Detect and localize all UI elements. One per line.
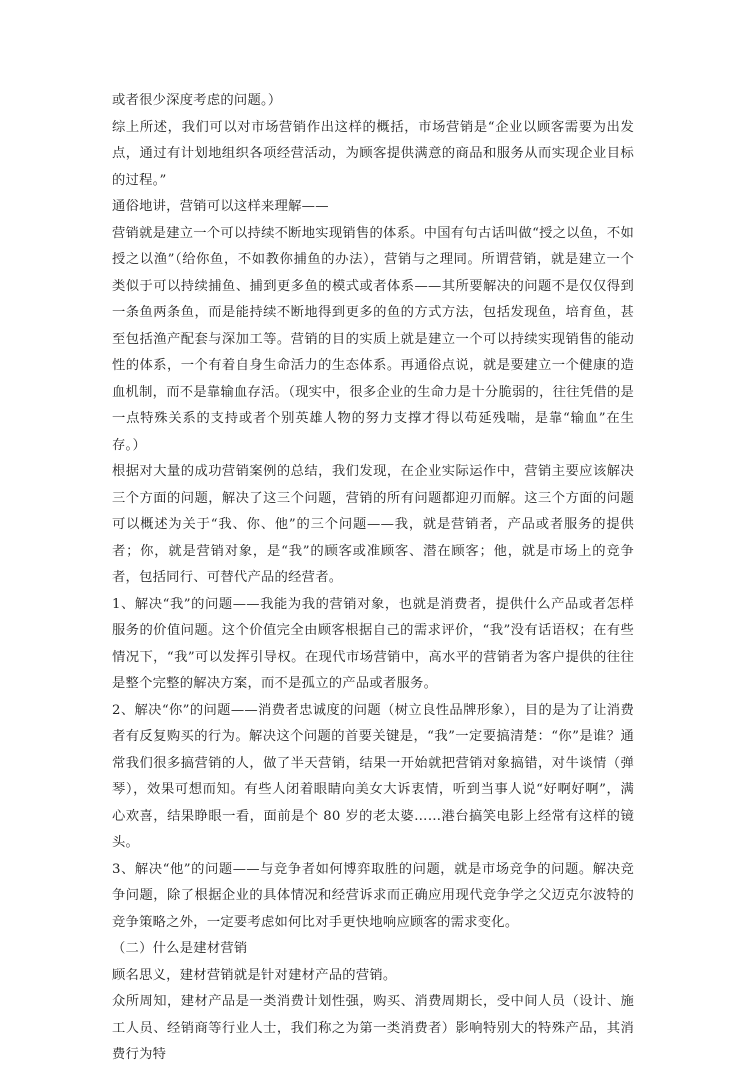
paragraph: 众所周知，建材产品是一类消费计划性强，购买、消费周期长，受中间人员（设计、施工人员、经销商等行业人士，我们称之为第一类消费者）影响特别大的特殊产品，其消费行为特 [112,994,634,1062]
paragraph: 营销就是建立一个可以持续不断地实现销售的体系。中国有句古话叫做“授之以鱼，不如授之以渔”（给你鱼，不如教你捕鱼的办法），营销与之理同。所谓营销，就是建立一个类似于可以持续捕鱼、捕到更多鱼的模式或者体系——其所要解决的问题不是仅仅得到一条鱼两条鱼，而是能持续不断地得到更多的鱼的方式方法，包括发现鱼，培育鱼，甚至包括渔产配套与深加工等。营销的目的实质上就是建立一个可以持续实现销售的能动性的体系，一个有着自身生命活力的生态体系。再通俗点说，就是要建立一个健康的造血机制，而不是靠输血存活。（现实中，很多企业的生命力是十分脆弱的，往往凭借的是一点特殊关系的支持或者个别英雄人物的努力支撑才得以苟延残喘，是靠“输血”在生存。） [112,225,634,453]
paragraph: 1、解决“我”的问题——我能为我的营销对象，也就是消费者，提供什么产品或者怎样服务的价值问题。这个价值完全由顾客根据自己的需求评价，“我”没有话语权；在有些情况下，“我”可以发挥引导权。在现代市场营销中，高水平的营销者为客户提供的往往是整个完整的解决方案，而不是孤立的产品或者服务。 [112,596,634,691]
paragraph: 综上所述，我们可以对市场营销作出这样的概括，市场营销是“企业以顾客需要为出发点，通过有计划地组织各项经营活动，为顾客提供满意的商品和服务从而实现企业目标的过程。” [112,119,634,188]
document-body [112,88,634,1069]
paragraph: 3、解决“他”的问题——与竞争者如何博弈取胜的问题，就是市场竞争的问题。解决竞争问题，除了根据企业的具体情况和经营诉求而正确应用现代竞争学之父迈克尔波特的竞争策略之外，一定要考虑如何比对手更快地响应顾客的需求变化。 [112,861,634,930]
paragraph: 2、解决“你”的问题——消费者忠诚度的问题（树立良性品牌形象），目的是为了让消费者有反复购买的行为。解决这个问题的首要关键是，“我”一定要搞清楚：“你”是谁？通常我们很多搞营销的人，做了半天营销，结果一开始就把营销对象搞错，对牛谈情（弹琴），效果可想而知。有些人闭着眼睛向美女大诉衷情，听到当事人说“好啊好啊”，满心欢喜，结果睁眼一看，面前是个 80 岁的老太婆……港台搞笑电影上经常有这样的镜头。 [112,702,634,850]
section-heading: （二）什么是建材营销 [112,941,248,956]
paragraph: 根据对大量的成功营销案例的总结，我们发现，在企业实际运作中，营销主要应该解决三个方面的问题，解决了这三个问题，营销的所有问题都迎刃而解。这三个方面的问题可以概述为关于“我、你、他”的三个问题——我，就是营销者，产品或者服务的提供者；你，就是营销对象，是“我”的顾客或准顾客、潜在顾客；他，就是市场上的竞争者，包括同行、可替代产品的经营者。 [112,464,634,585]
paragraph: 或者很少深度考虑的问题。） [112,93,282,108]
paragraph: 顾名思义，建材营销就是针对建材产品的营销。 [112,967,397,983]
paragraph: 通俗地讲，营销可以这样来理解—— [112,199,329,214]
